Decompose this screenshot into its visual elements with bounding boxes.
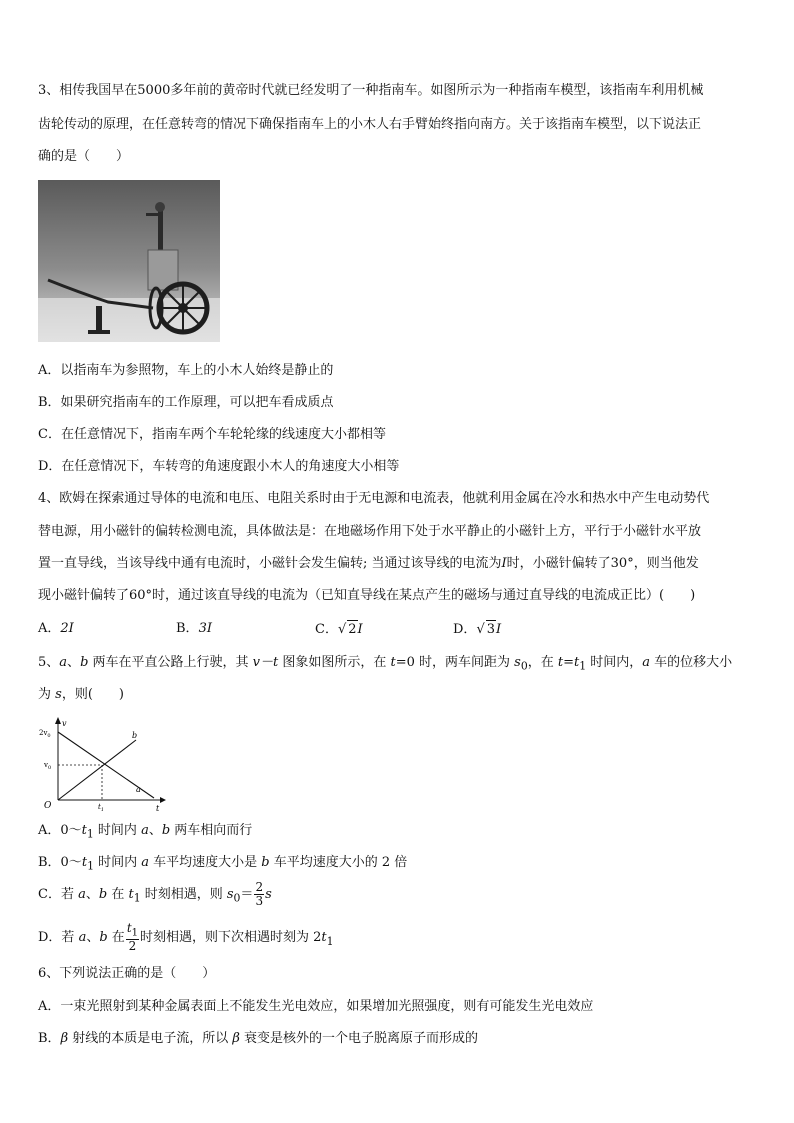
q3-stem-line-2: 齿轮传动的原理，在任意转弯的情况下确保指南车上的小木人右手臂始终指向南方。关于该指南车模型，以下说法正 [38, 117, 702, 132]
q5-option-b: B．$0\sim t_1$ 时间内 a 车平均速度大小是 b 车平均速度大小的 2 倍 [38, 855, 408, 873]
q3-option-a: A．以指南车为参照物，车上的小木人始终是静止的 [38, 363, 334, 378]
x-axis-label: t [156, 804, 160, 812]
q6-option-b: B．β 射线的本质是电子流，所以 β 衰变是核外的一个电子脱离原子而形成的 [38, 1031, 478, 1046]
x-axis-arrow [160, 797, 166, 803]
line-b [58, 740, 136, 800]
q4-option-b: B．3I [176, 621, 212, 636]
q3-stem-line-1: 3、相传我国早在5000多年前的黄帝时代就已经发明了一种指南车。如图所示为一种指南车模型，该指南车利用机械 [38, 83, 704, 98]
q4-option-c: C．√ 2I [315, 622, 363, 637]
y-tick-v0: $v_0$ [44, 761, 52, 771]
y-tick-2v0: $2v_0$ [39, 729, 51, 739]
q4-option-a: A．2I [38, 621, 74, 636]
south-pointing-chariot-photo [38, 180, 220, 342]
q3-stem-line-3: 确的是（ ） [38, 149, 130, 164]
q3-option-d: D．在任意情况下，车转弯的角速度跟小木人的角速度大小相等 [38, 459, 400, 474]
fraction-t1-over-2: $\frac{t_1}{2}$ [126, 921, 139, 954]
q5-stem-line-1: 5、a、b 两车在平直公路上行驶，其 v－t 图象如图所示，在 t=0 时，两车间距为 $s_0$，在 $t=t_1$ 时间内，a 车的位移大小 [38, 655, 733, 673]
line-b-label: b [132, 731, 138, 740]
q6-option-a: A．一束光照射到某种金属表面上不能发生光电效应，如果增加光照强度，则有可能发生光电效应 [38, 999, 594, 1014]
x-tick-t1: $t_1$ [98, 803, 105, 812]
q4-option-d: D．√ 3I [453, 622, 502, 637]
origin-label: O [44, 801, 52, 811]
q5-stem-line-2: 为 s，则( ) [38, 687, 124, 702]
q5-option-c: C．若 a、b 在 $t_1$ 时刻相遇，则 $s_0=$ $\frac{2}{3}$ s [38, 880, 272, 908]
q3-option-c: C．在任意情况下，指南车两个车轮轮缘的线速度大小都相等 [38, 427, 386, 442]
q5-vt-graph [36, 716, 166, 812]
fraction-two-thirds: $\frac{2}{3}$ [255, 880, 264, 908]
q4-options [38, 620, 758, 640]
q4-stem-line-1: 4、欧姆在探索通过导体的电流和电压、电阻关系时由于无电源和电流表，他就利用金属在冷水和热水中产生电动势代 [38, 491, 710, 506]
q5-option-d: D．若 a、b 在 $\frac{t_1}{2}$ 时刻相遇，则下次相遇时刻为 $2t_1$ [38, 921, 334, 954]
y-axis-arrow [55, 717, 61, 724]
q3-option-b: B．如果研究指南车的工作原理，可以把车看成质点 [38, 395, 334, 410]
line-a-label: a [136, 785, 141, 794]
q5-option-a: A．$0\sim t_1$ 时间内 a、b 两车相向而行 [38, 823, 253, 841]
y-axis-label: v [62, 719, 67, 728]
q4-stem-line-2: 替电源，用小磁针的偏转检测电流，具体做法是：在地磁场作用下处于水平静止的小磁针上方，平行于小磁针水平放 [38, 524, 702, 539]
q4-stem-line-3: 置一直导线，当该导线中通有电流时，小磁针会发生偏转; 当通过该导线的电流为I时，小磁针偏转了30°，则当他发 [38, 556, 699, 571]
q6-stem: 6、下列说法正确的是（ ） [38, 966, 216, 981]
q4-stem-line-4: 现小磁针偏转了60°时，通过该直导线的电流为（已知直导线在某点产生的磁场与通过直导线的电流成正比）( ) [38, 588, 696, 603]
